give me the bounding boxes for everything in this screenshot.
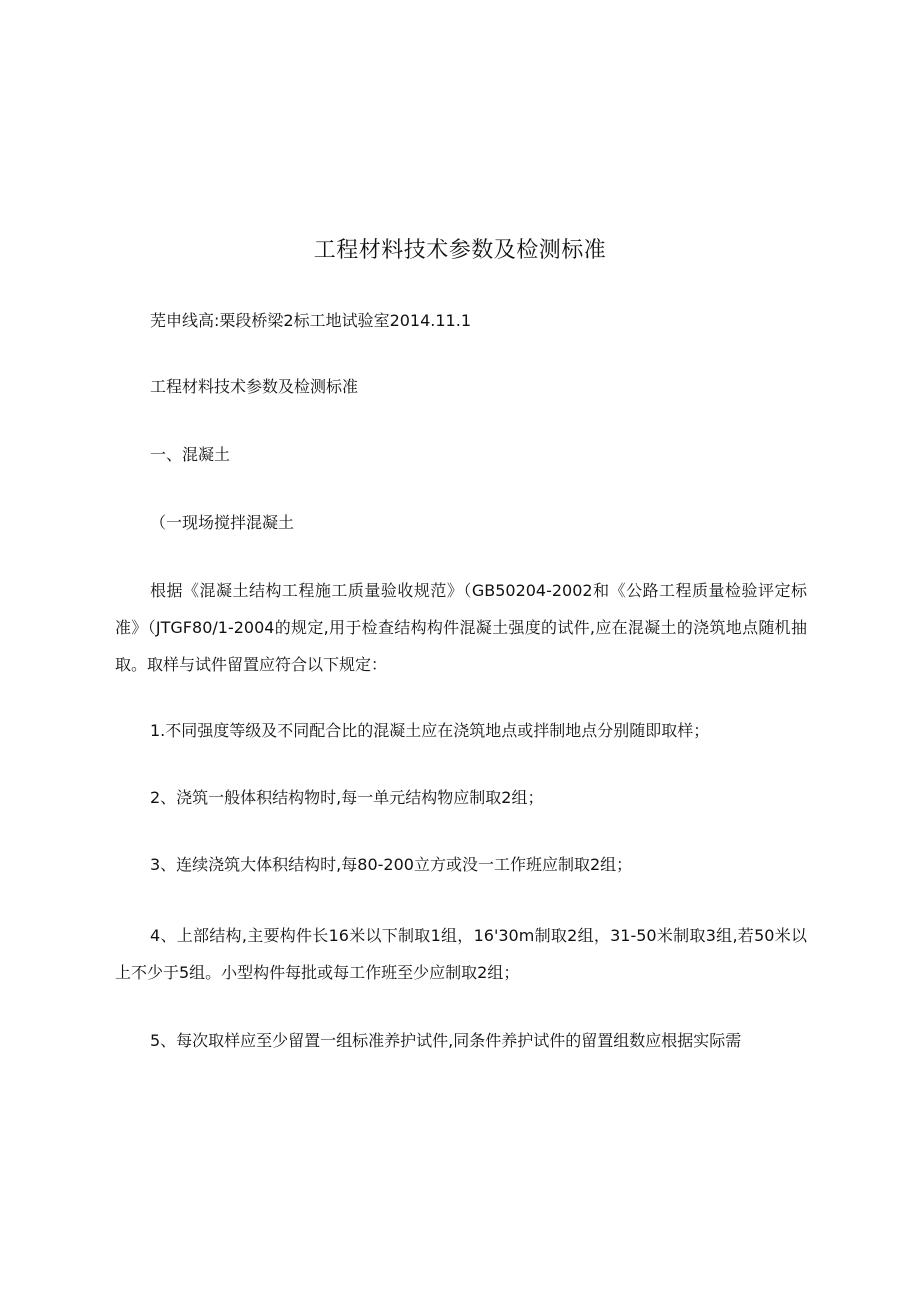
intro-paragraph: 根据《混凝土结构工程施工质量验收规范》（GB50204-2002和《公路工程质量检验评定标准》（JTGF80/1-2004的规定,用于检查结构构件混凝土强度的试件,应在混凝土的浇筑地点随机抽取。取样与试件留置应符合以下规定： <box>115 581 807 674</box>
rule-item-3: 3、连续浇筑大体积结构时,每80-200立方或没一工作班应制取2组； <box>150 855 633 874</box>
rule-item-2: 2、浇筑一般体积结构物时,每一单元结构物应制取2组； <box>150 788 544 807</box>
header-line: 芜申线高:栗段桥梁2标工地试验室2014.11.1 <box>150 311 472 330</box>
rule-item-4: 4、上部结构,主要构件长16米以下制取1组，16'30m制取2组，31-50米制取3组,若50米以上不少于5组。小型构件每批或每工作班至少应制取2组； <box>115 926 807 982</box>
subsection-heading-site-mixed: （一现场搅拌混凝土 <box>150 513 295 532</box>
page-title: 工程材料技术参数及检测标准 <box>313 238 607 263</box>
subtitle: 工程材料技术参数及检测标准 <box>150 377 359 396</box>
rule-item-5: 5、每次取样应至少留置一组标准养护试件,同条件养护试件的留置组数应根据实际需 <box>150 1031 742 1050</box>
section-heading-concrete: 一、混凝土 <box>150 445 231 464</box>
rule-item-1: 1.不同强度等级及不同配合比的混凝土应在浇筑地点或拌制地点分别随即取样； <box>150 721 710 740</box>
